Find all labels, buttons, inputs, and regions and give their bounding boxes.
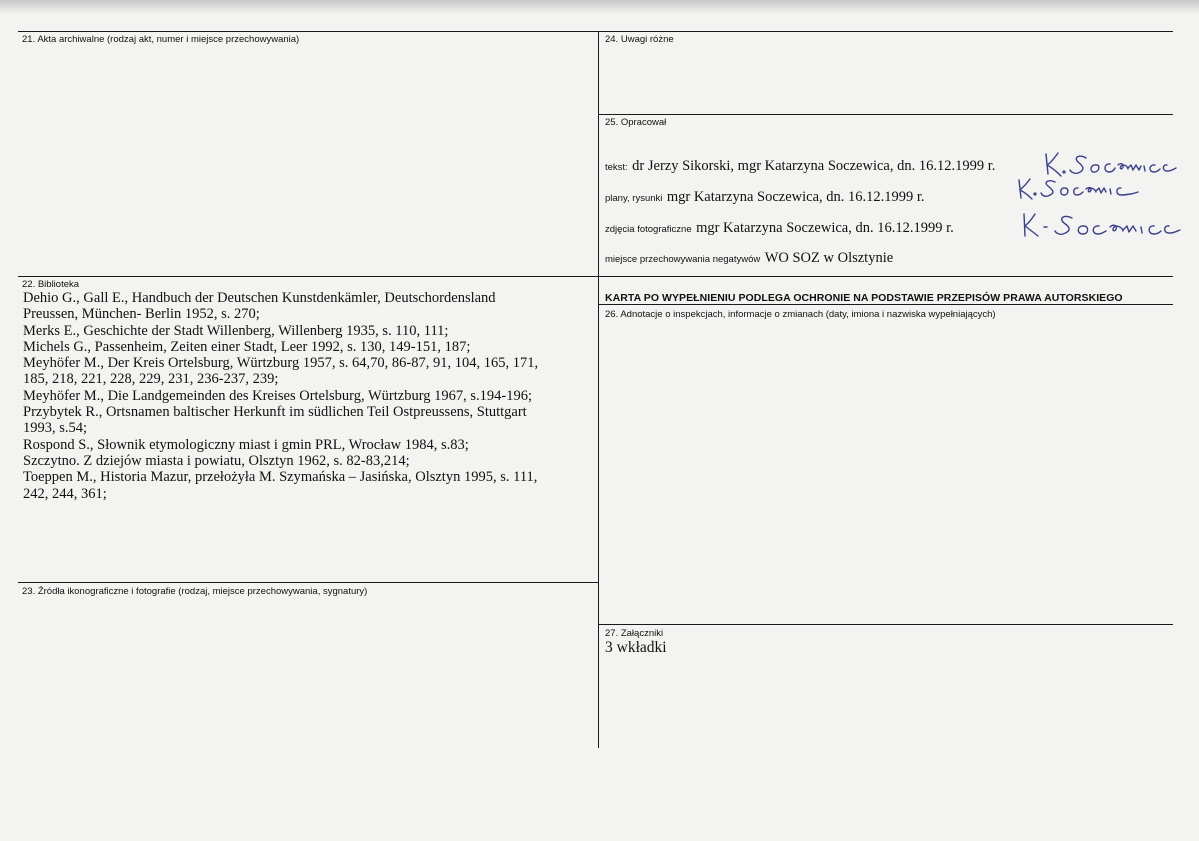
negatives-value: WO SOZ w Olsztynie — [764, 250, 894, 266]
author-photos-label: zdjęcia fotograficzne — [605, 224, 692, 235]
section-26-label: 26. Adnotacje o inspekcjach, informacje o zmianach (daty, imiona i nazwiska wypełniających) — [605, 309, 996, 320]
author-photos-value: mgr Katarzyna Soczewica, dn. 16.12.1999 r. — [696, 220, 954, 236]
bibliography-line: Rospond S., Słownik etymologiczny miast i gmin PRL, Wrocław 1984, s.83; — [23, 436, 469, 453]
author-plans-row — [605, 188, 925, 206]
bibliography-list — [23, 290, 593, 502]
bibliography-line: Meyhöfer M., Die Landgemeinden des Kreises Ortelsburg, Würtzburg 1967, s.194-196; — [23, 387, 533, 404]
author-text-value: dr Jerzy Sikorski, mgr Katarzyna Soczewica, dn. 16.12.1999 r. — [632, 158, 996, 174]
attachments-value: 3 wkładki — [605, 639, 667, 656]
section-21-label: 21. Akta archiwalne (rodzaj akt, numer i miejsce przechowywania) — [22, 34, 300, 45]
bibliography-line: Toeppen M., Historia Mazur, przełożyła M. Szymańska – Jasińska, Olsztyn 1995, s. 111, — [23, 469, 538, 486]
divider-right-27 — [598, 624, 1173, 625]
section-24-label: 24. Uwagi różne — [605, 34, 674, 45]
divider-top — [18, 31, 1173, 32]
negatives-label: miejsce przechowywania negatywów — [605, 254, 761, 265]
author-text-row — [605, 157, 995, 175]
bibliography-line: Michels G., Passenheim, Zeiten einer Stadt, Leer 1992, s. 130, 149-151, 187; — [23, 338, 471, 355]
section-23-label: 23. Źródła ikonograficzne i fotografie (rodzaj, miejsce przechowywania, sygnatury) — [22, 586, 368, 597]
divider-right-copyright-bottom — [598, 304, 1173, 305]
copyright-notice: KARTA PO WYPEŁNIENIU PODLEGA OCHRONIE NA PODSTAWIE PRZEPISÓW PRAWA AUTORSKIEGO — [605, 292, 1123, 304]
author-plans-value: mgr Katarzyna Soczewica, dn. 16.12.1999 r. — [666, 189, 925, 205]
paper-top-edge — [0, 0, 1199, 14]
author-text-label: tekst: — [605, 162, 628, 173]
divider-left-23 — [18, 582, 598, 583]
bibliography-line: 185, 218, 221, 228, 229, 231, 236-237, 239; — [23, 371, 279, 388]
section-27-label: 27. Załączniki — [605, 628, 664, 639]
bibliography-line: Szczytno. Z dziejów miasta i powiatu, Olsztyn 1962, s. 82-83,214; — [23, 452, 410, 469]
bibliography-line: Przybytek R., Ortsnamen baltischer Herkunft im südlichen Teil Ostpreussens, Stuttgart — [23, 404, 527, 421]
signature-3 — [1018, 210, 1183, 242]
bibliography-line: Preussen, München- Berlin 1952, s. 270; — [23, 306, 260, 323]
divider-right-copyright-top — [598, 276, 1173, 277]
negatives-row — [605, 249, 893, 267]
bibliography-line: Dehio G., Gall E., Handbuch der Deutschen Kunstdenkämler, Deutschordensland — [23, 290, 496, 306]
bibliography-line: Meyhöfer M., Der Kreis Ortelsburg, Würtzburg 1957, s. 64,70, 86-87, 91, 104, 165, 171, — [23, 355, 539, 372]
signature-2 — [1015, 176, 1140, 202]
divider-right-25 — [598, 114, 1173, 115]
section-25-label: 25. Opracował — [605, 117, 667, 128]
section-22-label: 22. Biblioteka — [22, 279, 80, 290]
author-photos-row — [605, 219, 954, 237]
divider-vertical-main — [598, 31, 599, 748]
author-plans-label: plany, rysunki — [605, 193, 663, 204]
bibliography-line: Merks E., Geschichte der Stadt Willenberg, Willenberg 1935, s. 110, 111; — [23, 322, 449, 339]
divider-left-22 — [18, 276, 598, 277]
bibliography-line: 242, 244, 361; — [23, 485, 107, 502]
bibliography-line: 1993, s.54; — [23, 420, 88, 437]
